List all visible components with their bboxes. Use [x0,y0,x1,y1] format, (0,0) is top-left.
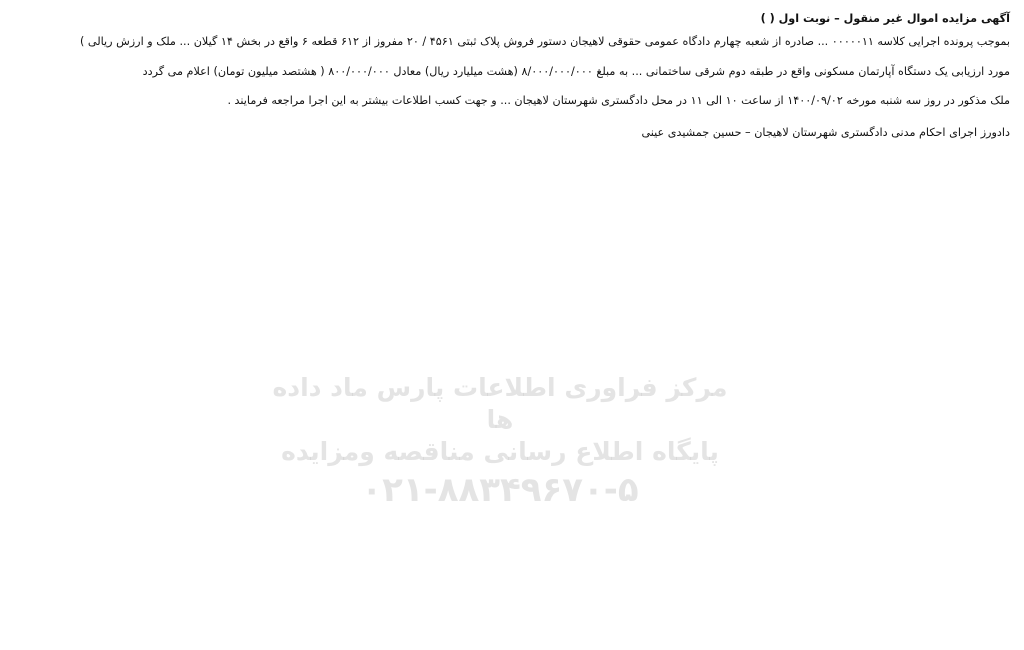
notice-heading: آگهی مزایده اموال غیر منقول – نوبت اول ( ) [760,12,1010,25]
watermark [270,372,730,512]
paragraph-intro: بموجب پرونده اجرایی کلاسه ۰۰۰۰۰۱۱ ... صادره از شعبه چهارم دادگاه عمومی حقوقی لاهیجان دستور فروش پلاک ثبتی ۴۵۶۱ / ۲۰ مفروز از ۶۱۲ قطعه ۶ واقع در بخش ۱۴ گیلان ... ملک و ارزش ریالی ) [79,35,1010,49]
watermark-phone: ۰۲۱-۸۸۳۴۹۶۷۰-۵ [361,470,639,510]
paragraph-main: مورد ارزیابی یک دستگاه آپارتمان مسکونی واقع در طبقه دوم شرقی ساختمانی ... به مبلغ ۸/۰۰۰/۰۰۰/۰۰۰ (هشت میلیارد ریال) معادل ۸۰۰/۰۰۰/۰۰۰ ( هشتصد میلیون تومان) اعلام می گردد [142,64,1010,78]
auction-notice [14,10,1010,153]
watermark-line-1: مرکز فراوری اطلاعات پارس ماد داده ها [272,373,728,434]
paragraph-auction: ملک مذکور در روز سه شنبه مورخه ۱۴۰۰/۰۹/۰۲ از ساعت ۱۰ الی ۱۱ در محل دادگستری شهرستان لاهیجان ... و جهت کسب اطلاعات بیشتر به این اجرا مراجعه فرمایند . [227,94,1010,108]
watermark-line-2: پایگاه اطلاع رسانی مناقصه ومزایده [281,437,719,466]
signature-line: دادورز اجرای احکام مدنی دادگستری شهرستان لاهیجان – حسین جمشیدی عینی [641,125,1010,139]
